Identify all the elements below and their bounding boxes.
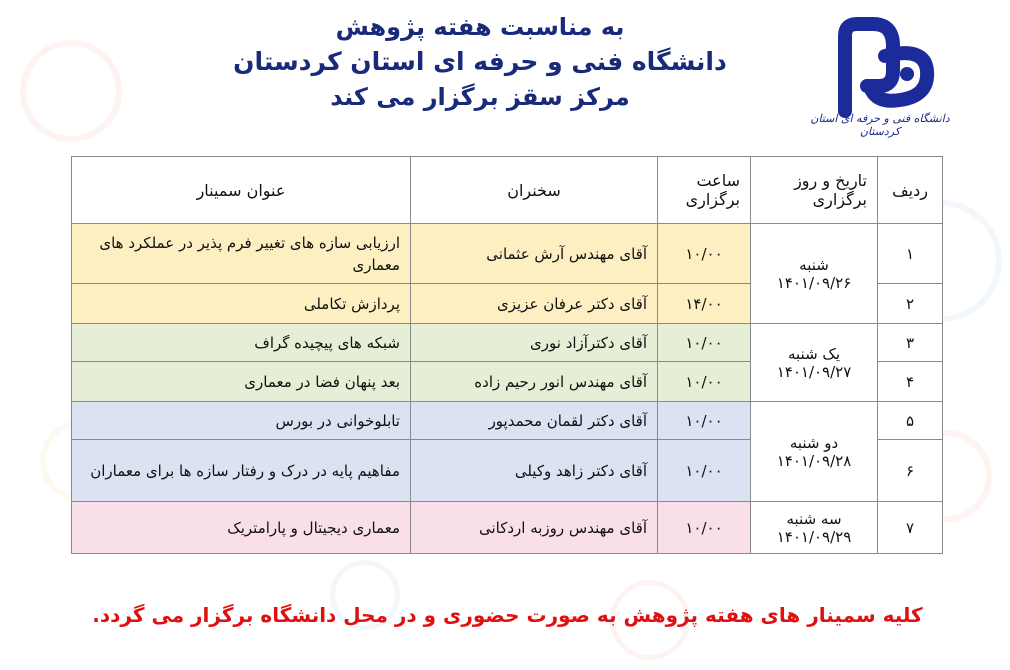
row-date — [751, 324, 878, 402]
date-day: یک شنبه — [787, 344, 841, 363]
row-idx: ۵ — [878, 402, 943, 440]
header-title: عنوان سمینار — [72, 157, 411, 224]
date-value: ۱۴۰۱/۰۹/۲۶ — [776, 273, 852, 292]
row-date — [751, 224, 878, 324]
date-value: ۱۴۰۱/۰۹/۲۸ — [776, 451, 852, 470]
table-row — [72, 224, 943, 284]
row-title: معماری دیجیتال و پارامتریک — [72, 502, 411, 554]
table-header-row — [72, 157, 943, 224]
row-title: پردازش تکاملی — [72, 284, 411, 324]
page-header — [180, 10, 780, 114]
background-doodle — [20, 40, 122, 142]
row-speaker: آقای دکتر لقمان محمدپور — [411, 402, 658, 440]
row-time: ۱۰/۰۰ — [658, 224, 751, 284]
row-idx: ۷ — [878, 502, 943, 554]
row-speaker: آقای مهندس روزبه اردکانی — [411, 502, 658, 554]
row-idx: ۶ — [878, 440, 943, 502]
row-date — [751, 402, 878, 502]
table-row — [72, 402, 943, 440]
row-speaker: آقای مهندس آرش عثمانی — [411, 224, 658, 284]
row-title: تابلوخوانی در بورس — [72, 402, 411, 440]
date-value: ۱۴۰۱/۰۹/۲۷ — [776, 362, 852, 381]
logo-caption: دانشگاه فنی و حرفه ای استان کردستان — [810, 112, 950, 138]
row-speaker: آقای مهندس انور رحیم زاده — [411, 362, 658, 402]
date-day: دو شنبه — [789, 433, 839, 452]
row-date — [751, 502, 878, 554]
row-title: ارزیابی سازه های تغییر فرم پذیر در عملکرد های معماری — [72, 224, 411, 284]
header-speaker: سخنران — [411, 157, 658, 224]
row-time: ۱۰/۰۰ — [658, 402, 751, 440]
row-time: ۱۰/۰۰ — [658, 502, 751, 554]
header-center: مرکز سقز برگزار می کند — [330, 83, 630, 111]
row-title: مفاهیم پایه در درک و رفتار سازه ها برای معماران — [72, 440, 411, 502]
table-row — [72, 502, 943, 554]
date-day: شنبه — [799, 255, 829, 274]
row-idx: ۳ — [878, 324, 943, 362]
footer-notice: کلیه سمینار های هفته پژوهش به صورت حضوری و در محل دانشگاه برگزار می گردد. — [92, 603, 923, 627]
table-row — [72, 324, 943, 362]
row-title: بعد پنهان فضا در معماری — [72, 362, 411, 402]
header-idx: ردیف — [878, 157, 943, 224]
row-speaker: آقای دکتر زاهد وکیلی — [411, 440, 658, 502]
row-time: ۱۰/۰۰ — [658, 324, 751, 362]
row-time: ۱۰/۰۰ — [658, 440, 751, 502]
row-idx: ۲ — [878, 284, 943, 324]
row-idx: ۴ — [878, 362, 943, 402]
header-occasion: به مناسبت هفته پژوهش — [335, 13, 625, 41]
row-speaker: آقای دکترآزاد نوری — [411, 324, 658, 362]
row-idx: ۱ — [878, 224, 943, 284]
seminar-schedule-table — [71, 156, 943, 554]
date-day: سه شنبه — [786, 509, 842, 528]
row-time: ۱۴/۰۰ — [658, 284, 751, 324]
row-title: شبکه های پیچیده گراف — [72, 324, 411, 362]
header-university: دانشگاه فنی و حرفه ای استان کردستان — [233, 47, 727, 76]
date-value: ۱۴۰۱/۰۹/۲۹ — [776, 527, 852, 546]
row-time: ۱۰/۰۰ — [658, 362, 751, 402]
row-speaker: آقای دکتر عرفان عزیزی — [411, 284, 658, 324]
header-time: ساعت برگزاری — [658, 157, 751, 224]
header-date: تاریخ و روز برگزاری — [751, 157, 878, 224]
